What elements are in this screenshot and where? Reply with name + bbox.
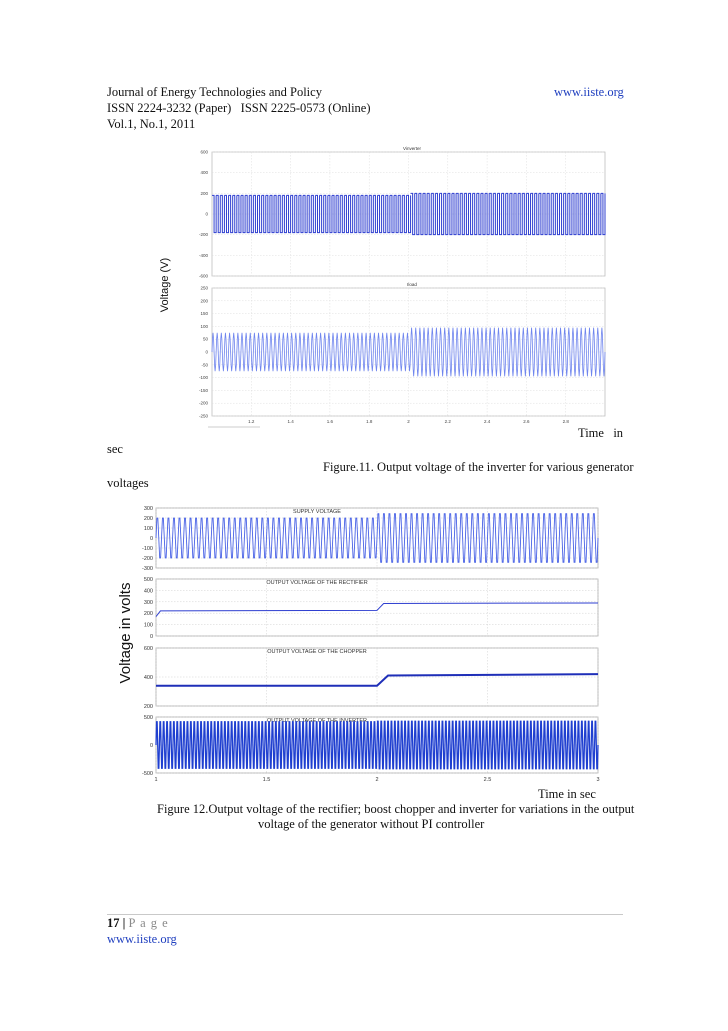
fig12-caption-line1: Figure 12.Output voltage of the rectifier; boost chopper and inverter for variations in the output bbox=[157, 802, 635, 816]
fig11-ytick-label: -250 bbox=[198, 413, 208, 419]
fig12-caption-line2: voltage of the generator without PI controller bbox=[258, 817, 485, 831]
fig12-panel-title: OUTPUT VOLTAGE OF THE RECTIFIER bbox=[266, 580, 368, 586]
fig11-panel1-title: Vinverter bbox=[403, 146, 421, 151]
fig12-ytick-label: -100 bbox=[141, 546, 153, 552]
fig11-xtick-label: 1.6 bbox=[326, 419, 334, 424]
fig12-ytick-label: 100 bbox=[143, 622, 153, 629]
fig12-panel-title: OUTPUT VOLTAGE OF THE CHOPPER bbox=[267, 649, 367, 655]
fig11-ytick-label: -200 bbox=[198, 232, 208, 238]
page-footer bbox=[107, 916, 169, 931]
fig11-ytick-label: 600 bbox=[200, 149, 208, 155]
fig11-ytick-label: 150 bbox=[200, 311, 208, 317]
fig12-xtick-label: 1 bbox=[154, 777, 158, 783]
volume-line: Vol.1, No.1, 2011 bbox=[107, 117, 196, 131]
fig12-ytick-label: 100 bbox=[143, 526, 153, 532]
footer-divider bbox=[107, 914, 623, 915]
figure-11-svg bbox=[150, 140, 615, 430]
fig12-ytick-label: 0 bbox=[149, 536, 153, 542]
fig12-xlabel: Time in sec bbox=[538, 787, 596, 801]
fig11-ytick-label: -600 bbox=[198, 273, 208, 279]
fig11-xlabel: Time in bbox=[578, 426, 624, 440]
fig12-panel-4 bbox=[142, 715, 598, 777]
fig12-ytick-label: 600 bbox=[143, 646, 153, 652]
fig12-xtick-label: 3 bbox=[596, 777, 600, 783]
page-number: 17 bbox=[107, 916, 120, 930]
fig12-xtick-label: 1.5 bbox=[262, 777, 271, 783]
fig11-xlabel-sec: sec bbox=[107, 442, 123, 456]
page-sep: | bbox=[122, 916, 126, 930]
fig11-panel2-title: Iload bbox=[407, 282, 417, 287]
fig12-ytick-label: -200 bbox=[141, 556, 153, 562]
page-word: P a g e bbox=[128, 916, 169, 930]
fig11-xtick-label: 1.4 bbox=[287, 419, 294, 424]
fig12-ytick-label: 400 bbox=[143, 675, 153, 681]
fig11-caption-cont: voltages bbox=[107, 476, 149, 490]
fig11-xtick-label: 2.4 bbox=[483, 419, 491, 424]
fig11-ytick-label: 250 bbox=[200, 285, 208, 291]
fig12-ytick-label: 200 bbox=[143, 611, 153, 618]
fig11-ytick-label: -50 bbox=[201, 362, 208, 368]
fig12-xtick-label: 2.5 bbox=[483, 777, 492, 783]
fig12-ytick-label: -500 bbox=[141, 771, 153, 777]
fig12-ytick-label: 300 bbox=[143, 599, 153, 606]
fig12-panel-3 bbox=[144, 646, 598, 710]
fig12-panel-1 bbox=[142, 506, 598, 572]
fig12-ytick-label: 0 bbox=[149, 743, 153, 749]
fig11-ytick-label: -100 bbox=[198, 375, 208, 381]
fig11-xtick-label: 1.2 bbox=[248, 419, 255, 424]
fig12-xtick-label: 2 bbox=[375, 777, 379, 783]
fig11-ytick-label: 0 bbox=[205, 211, 208, 217]
fig11-caption: Figure.11. Output voltage of the inverter for various generator bbox=[323, 460, 634, 474]
fig11-ytick-label: -200 bbox=[198, 400, 208, 406]
fig11-xtick-label: 2.6 bbox=[523, 419, 530, 424]
fig12-ytick-label: 500 bbox=[143, 577, 153, 583]
fig11-ytick-label: 200 bbox=[200, 190, 208, 196]
fig12-ytick-label: 0 bbox=[149, 634, 153, 640]
fig12-panel-title: SUPPLY VOLTAGE bbox=[293, 509, 341, 515]
journal-title: Journal of Energy Technologies and Policy bbox=[107, 85, 322, 99]
fig11-ytick-label: 200 bbox=[200, 298, 208, 304]
fig12-ylabel: Voltage in volts bbox=[117, 582, 134, 684]
fig11-ylabel: Voltage (V) bbox=[159, 257, 171, 313]
fig11-ytick-label: -400 bbox=[198, 252, 208, 258]
fig11-ytick-label: 400 bbox=[200, 170, 208, 176]
fig12-panel-series bbox=[156, 721, 598, 769]
issn-line: ISSN 2224-3232 (Paper) ISSN 2225-0573 (Online) bbox=[107, 101, 371, 115]
figure-12 bbox=[108, 498, 608, 783]
fig11-xtick-label: 2 bbox=[407, 419, 410, 424]
fig11-xtick-label: 2.2 bbox=[444, 419, 451, 424]
fig11-xtick-label: 2.8 bbox=[562, 419, 569, 424]
fig12-ytick-label: 300 bbox=[143, 506, 153, 512]
fig12-ytick-label: 500 bbox=[143, 715, 153, 721]
figure-12-svg bbox=[108, 498, 608, 783]
footer-website-link[interactable]: www.iiste.org bbox=[107, 932, 177, 946]
fig11-xtick-label: 1.8 bbox=[366, 419, 373, 424]
fig12-ytick-label: -300 bbox=[141, 566, 153, 572]
fig11-ytick-label: -150 bbox=[198, 387, 208, 393]
fig12-panel-2 bbox=[144, 577, 598, 640]
fig12-panel-title: OUTPUT VOLTAGE OF THE INVERTER bbox=[266, 718, 368, 724]
figure-11 bbox=[150, 140, 615, 430]
header-website-link[interactable]: www.iiste.org bbox=[554, 85, 624, 99]
fig12-ytick-label: 200 bbox=[143, 516, 153, 522]
fig11-ytick-label: 50 bbox=[202, 336, 208, 342]
fig11-ytick-label: 0 bbox=[205, 349, 208, 355]
fig12-ytick-label: 200 bbox=[143, 704, 153, 710]
fig12-ytick-label: 400 bbox=[143, 588, 153, 595]
fig11-ytick-label: 100 bbox=[200, 323, 208, 329]
